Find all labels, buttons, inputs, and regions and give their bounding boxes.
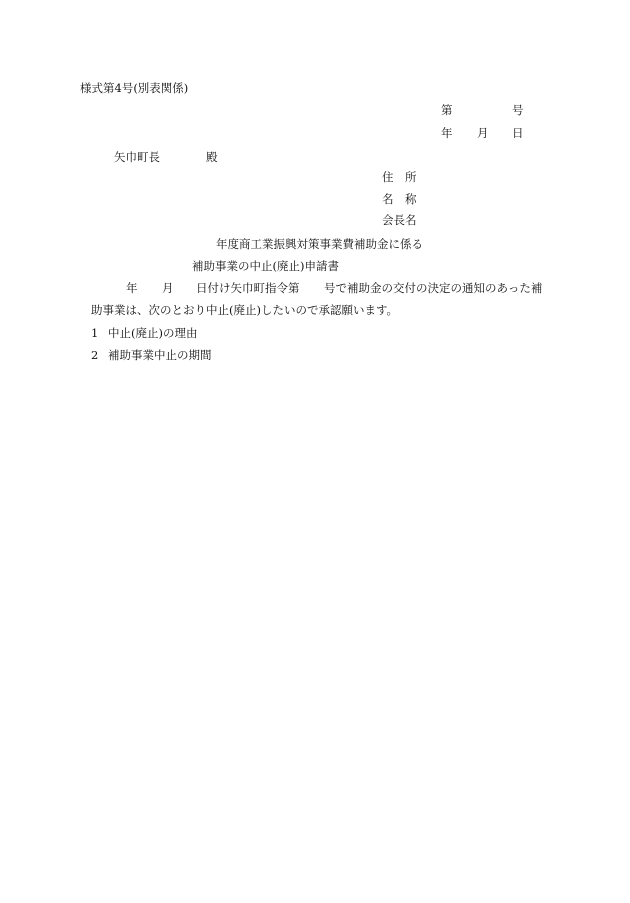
item-label: 補助事業中止の期間: [108, 348, 212, 362]
addressee-honorific: 殿: [206, 150, 218, 164]
document-title-line2: 補助事業の中止(廃止)申請書: [192, 259, 339, 273]
item-number: 1: [91, 326, 99, 340]
date-year: 年: [441, 126, 453, 140]
body-line1-text: 日付け矢巾町指令第: [196, 281, 300, 295]
item-number: 2: [91, 348, 99, 362]
body-month: 月: [162, 281, 174, 295]
applicant-representative-label: 会長名: [382, 213, 417, 227]
date-month: 月: [477, 126, 489, 140]
applicant-name-label: 名 称: [382, 192, 417, 206]
reference-number-prefix: 第: [441, 103, 453, 117]
body-line2: 助事業は、次のとおり中止(廃止)したいので承認願います。: [91, 303, 399, 317]
date-day: 日: [512, 126, 524, 140]
applicant-address-label: 住 所: [382, 170, 417, 184]
form-label: 様式第4号(別表関係): [80, 81, 189, 95]
body-line1-rest: 号で補助金の交付の決定の通知のあった補: [324, 281, 543, 295]
body-year: 年: [126, 281, 138, 295]
item-label: 中止(廃止)の理由: [108, 326, 198, 340]
addressee-title: 矢巾町長: [114, 150, 160, 164]
document-title-line1: 年度商工業振興対策事業費補助金に係る: [216, 237, 423, 251]
reference-number-suffix: 号: [512, 103, 524, 117]
